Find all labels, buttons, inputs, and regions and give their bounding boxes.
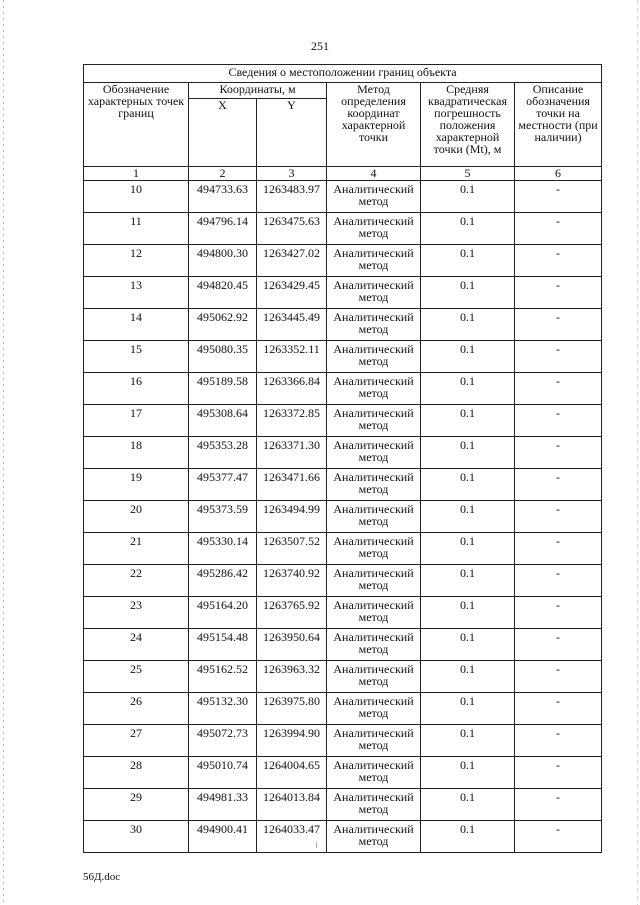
table-row: [84, 597, 602, 629]
cell-method: Аналитический метод: [327, 277, 421, 309]
cell-method: Аналитический метод: [327, 565, 421, 597]
cell-point: 21: [84, 533, 189, 565]
cell-method: Аналитический метод: [327, 245, 421, 277]
cell-method: Аналитический метод: [327, 629, 421, 661]
file-footer: 56Д.doc: [83, 871, 121, 883]
cell-description: -: [515, 565, 602, 597]
cell-description: -: [515, 597, 602, 629]
cell-x: 494796.14: [189, 213, 257, 245]
cell-method: Аналитический метод: [327, 341, 421, 373]
header-y: Y: [257, 99, 327, 167]
table-row: [84, 341, 602, 373]
cell-point: 19: [84, 469, 189, 501]
cell-method: Аналитический метод: [327, 181, 421, 213]
scan-mark: [316, 842, 317, 848]
table-row: [84, 501, 602, 533]
cell-y: 1263483.97: [257, 181, 327, 213]
scan-edge-left: [3, 0, 4, 905]
cell-method: Аналитический метод: [327, 533, 421, 565]
cell-y: 1263445.49: [257, 309, 327, 341]
cell-accuracy: 0.1: [421, 597, 515, 629]
cell-accuracy: 0.1: [421, 469, 515, 501]
table-row: [84, 213, 602, 245]
cell-x: 495164.20: [189, 597, 257, 629]
cell-y: 1264013.84: [257, 789, 327, 821]
cell-accuracy: 0.1: [421, 789, 515, 821]
table-row: [84, 405, 602, 437]
cell-y: 1263475.63: [257, 213, 327, 245]
cell-y: 1263352.11: [257, 341, 327, 373]
cell-description: -: [515, 693, 602, 725]
cell-description: -: [515, 789, 602, 821]
header-method: Метод определения координат характерной точки: [327, 83, 421, 167]
cell-y: 1263366.84: [257, 373, 327, 405]
cell-description: -: [515, 757, 602, 789]
cell-description: -: [515, 533, 602, 565]
cell-accuracy: 0.1: [421, 629, 515, 661]
cell-point: 17: [84, 405, 189, 437]
cell-point: 11: [84, 213, 189, 245]
header-coordinates: Координаты, м: [189, 83, 327, 99]
column-number-row: [84, 167, 602, 181]
cell-method: Аналитический метод: [327, 821, 421, 853]
cell-method: Аналитический метод: [327, 309, 421, 341]
cell-accuracy: 0.1: [421, 661, 515, 693]
cell-method: Аналитический метод: [327, 501, 421, 533]
cell-point: 22: [84, 565, 189, 597]
cell-x: 495080.35: [189, 341, 257, 373]
table-row: [84, 693, 602, 725]
cell-y: 1264004.65: [257, 757, 327, 789]
cell-description: -: [515, 501, 602, 533]
cell-point: 26: [84, 693, 189, 725]
table-row: [84, 533, 602, 565]
cell-accuracy: 0.1: [421, 821, 515, 853]
cell-x: 495286.42: [189, 565, 257, 597]
cell-description: -: [515, 373, 602, 405]
cell-y: 1263429.45: [257, 277, 327, 309]
table-row: [84, 725, 602, 757]
cell-y: 1263372.85: [257, 405, 327, 437]
cell-method: Аналитический метод: [327, 725, 421, 757]
column-number: 5: [421, 167, 515, 181]
cell-description: -: [515, 469, 602, 501]
boundary-coordinates-table: [83, 64, 602, 853]
table-row: [84, 181, 602, 213]
cell-x: 494800.30: [189, 245, 257, 277]
cell-accuracy: 0.1: [421, 437, 515, 469]
cell-accuracy: 0.1: [421, 181, 515, 213]
cell-point: 14: [84, 309, 189, 341]
table-row: [84, 469, 602, 501]
cell-x: 494981.33: [189, 789, 257, 821]
cell-method: Аналитический метод: [327, 469, 421, 501]
cell-accuracy: 0.1: [421, 725, 515, 757]
column-number: 6: [515, 167, 602, 181]
cell-method: Аналитический метод: [327, 661, 421, 693]
cell-x: 495132.30: [189, 693, 257, 725]
header-designation: Обозначение характерных точек границ: [84, 83, 189, 167]
header-accuracy: Средняя квадратическая погрешность положения характерной точки (Mt), м: [421, 83, 515, 167]
cell-point: 29: [84, 789, 189, 821]
cell-method: Аналитический метод: [327, 437, 421, 469]
cell-point: 23: [84, 597, 189, 629]
cell-description: -: [515, 341, 602, 373]
table-row: [84, 373, 602, 405]
cell-y: 1264033.47: [257, 821, 327, 853]
cell-x: 495330.14: [189, 533, 257, 565]
cell-x: 495072.73: [189, 725, 257, 757]
cell-accuracy: 0.1: [421, 373, 515, 405]
cell-method: Аналитический метод: [327, 693, 421, 725]
cell-x: 495062.92: [189, 309, 257, 341]
cell-y: 1263427.02: [257, 245, 327, 277]
cell-y: 1263507.52: [257, 533, 327, 565]
cell-accuracy: 0.1: [421, 757, 515, 789]
cell-method: Аналитический метод: [327, 757, 421, 789]
cell-point: 27: [84, 725, 189, 757]
cell-x: 495154.48: [189, 629, 257, 661]
column-number: 1: [84, 167, 189, 181]
cell-description: -: [515, 821, 602, 853]
column-number: 2: [189, 167, 257, 181]
cell-point: 25: [84, 661, 189, 693]
cell-accuracy: 0.1: [421, 405, 515, 437]
cell-method: Аналитический метод: [327, 405, 421, 437]
table-title: Сведения о местоположении границ объекта: [84, 65, 602, 83]
cell-x: 495377.47: [189, 469, 257, 501]
cell-point: 28: [84, 757, 189, 789]
cell-y: 1263371.30: [257, 437, 327, 469]
cell-point: 10: [84, 181, 189, 213]
cell-description: -: [515, 213, 602, 245]
table-row: [84, 821, 602, 853]
cell-x: 495373.59: [189, 501, 257, 533]
cell-y: 1263963.32: [257, 661, 327, 693]
cell-method: Аналитический метод: [327, 789, 421, 821]
cell-accuracy: 0.1: [421, 341, 515, 373]
cell-y: 1263471.66: [257, 469, 327, 501]
cell-point: 15: [84, 341, 189, 373]
page-number: 251: [311, 39, 329, 53]
cell-method: Аналитический метод: [327, 373, 421, 405]
table-body: [84, 65, 602, 853]
cell-description: -: [515, 245, 602, 277]
cell-point: 13: [84, 277, 189, 309]
cell-point: 12: [84, 245, 189, 277]
cell-accuracy: 0.1: [421, 309, 515, 341]
cell-accuracy: 0.1: [421, 533, 515, 565]
cell-x: 494900.41: [189, 821, 257, 853]
cell-method: Аналитический метод: [327, 213, 421, 245]
cell-point: 30: [84, 821, 189, 853]
cell-x: 495010.74: [189, 757, 257, 789]
cell-description: -: [515, 309, 602, 341]
table-row: [84, 309, 602, 341]
cell-description: -: [515, 277, 602, 309]
header-row-primary: [84, 83, 602, 99]
cell-method: Аналитический метод: [327, 597, 421, 629]
table-row: [84, 789, 602, 821]
cell-y: 1263975.80: [257, 693, 327, 725]
cell-y: 1263765.92: [257, 597, 327, 629]
cell-accuracy: 0.1: [421, 693, 515, 725]
cell-description: -: [515, 437, 602, 469]
cell-y: 1263494.99: [257, 501, 327, 533]
header-description: Описание обозначения точки на местности (при наличии): [515, 83, 602, 167]
cell-x: 495189.58: [189, 373, 257, 405]
column-number: 3: [257, 167, 327, 181]
cell-description: -: [515, 405, 602, 437]
cell-point: 24: [84, 629, 189, 661]
table-row: [84, 661, 602, 693]
table-row: [84, 629, 602, 661]
cell-x: 495162.52: [189, 661, 257, 693]
cell-accuracy: 0.1: [421, 565, 515, 597]
cell-point: 20: [84, 501, 189, 533]
cell-point: 16: [84, 373, 189, 405]
cell-description: -: [515, 181, 602, 213]
cell-accuracy: 0.1: [421, 213, 515, 245]
table-title-row: [84, 65, 602, 83]
cell-x: 495353.28: [189, 437, 257, 469]
table-row: [84, 757, 602, 789]
column-number: 4: [327, 167, 421, 181]
table-row: [84, 437, 602, 469]
scan-edge-right: [637, 0, 638, 905]
table-row: [84, 245, 602, 277]
cell-accuracy: 0.1: [421, 277, 515, 309]
cell-y: 1263740.92: [257, 565, 327, 597]
cell-y: 1263950.64: [257, 629, 327, 661]
cell-point: 18: [84, 437, 189, 469]
cell-description: -: [515, 661, 602, 693]
cell-x: 495308.64: [189, 405, 257, 437]
cell-accuracy: 0.1: [421, 501, 515, 533]
table-row: [84, 277, 602, 309]
cell-x: 494820.45: [189, 277, 257, 309]
cell-description: -: [515, 629, 602, 661]
cell-x: 494733.63: [189, 181, 257, 213]
cell-y: 1263994.90: [257, 725, 327, 757]
table-row: [84, 565, 602, 597]
cell-description: -: [515, 725, 602, 757]
cell-accuracy: 0.1: [421, 245, 515, 277]
header-x: X: [189, 99, 257, 167]
